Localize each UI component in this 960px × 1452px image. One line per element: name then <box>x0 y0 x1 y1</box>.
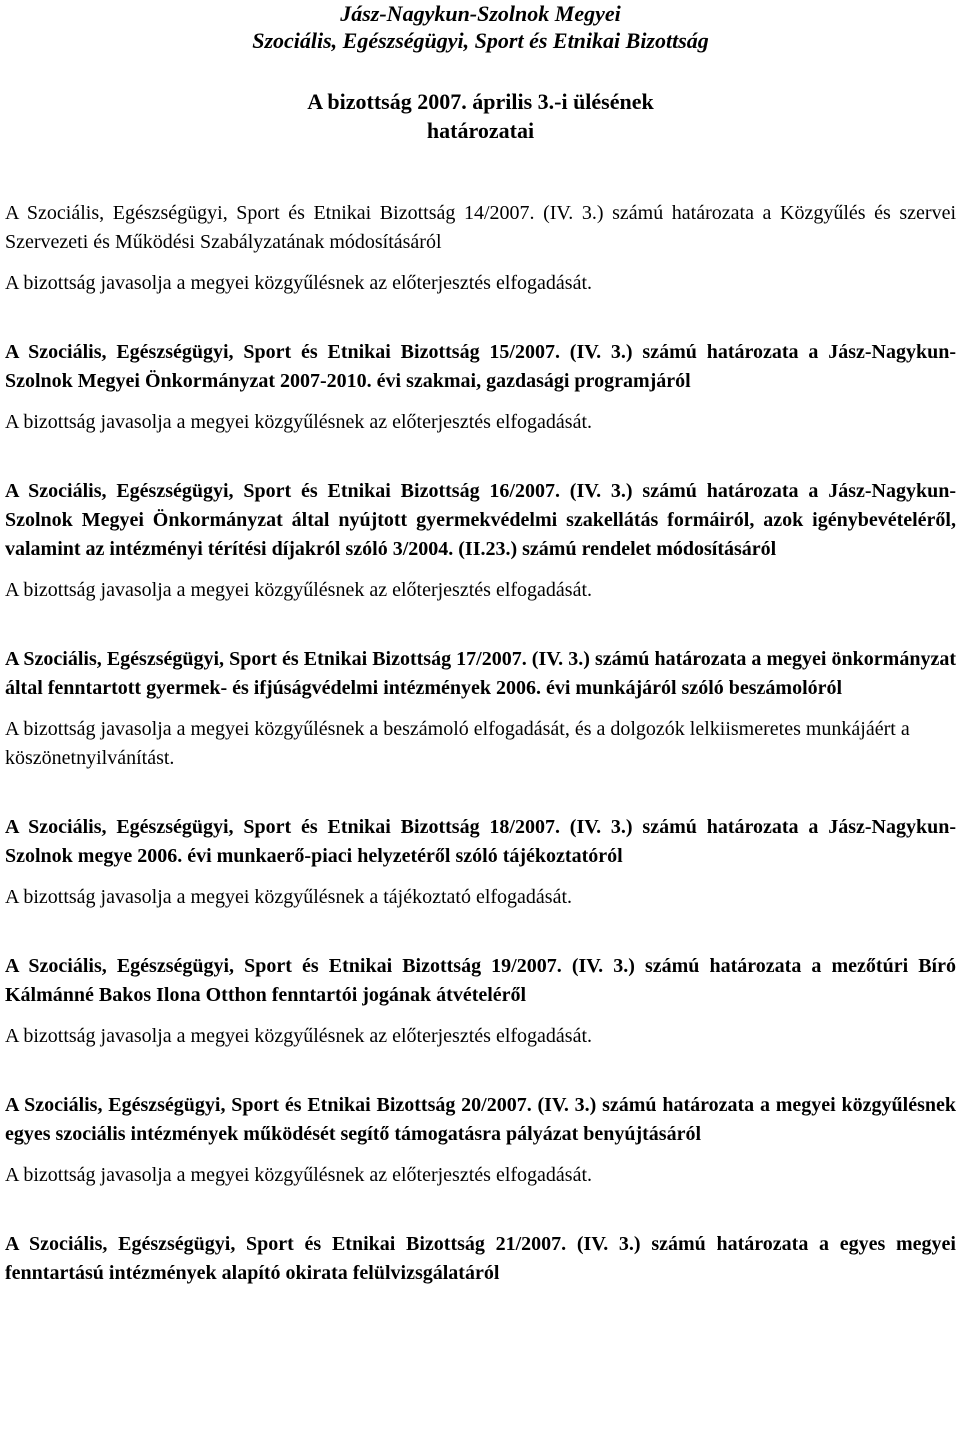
resolution-14 <box>5 199 956 298</box>
resolution-16 <box>5 477 956 605</box>
resolution-title: A Szociális, Egészségügyi, Sport és Etnikai Bizottság 18/2007. (IV. 3.) számú határozata a Jász-Nagykun-Szolnok megye 2006. évi munkaerő-piaci helyzetéről szóló tájékoztatóról <box>5 816 956 867</box>
resolution-18 <box>5 813 956 912</box>
resolution-19 <box>5 952 956 1051</box>
resolution-title: A Szociális, Egészségügyi, Sport és Etnikai Bizottság 20/2007. (IV. 3.) számú határozata a megyei közgyűlésnek egyes szociális intézmények működését segítő támogatásra pályázat benyújtásáról <box>5 1094 956 1145</box>
document-header <box>5 0 956 54</box>
resolution-decision: A bizottság javasolja a megyei közgyűlésnek az előterjesztés elfogadását. <box>5 579 593 601</box>
header-county: Jász-Nagykun-Szolnok Megyei <box>340 1 621 26</box>
resolution-decision: A bizottság javasolja a megyei közgyűlésnek a beszámoló elfogadását, és a dolgozók lelkiismeretes munkájáért a köszönetnyilvánítást. <box>5 718 910 769</box>
resolution-title: A Szociális, Egészségügyi, Sport és Etnikai Bizottság 17/2007. (IV. 3.) számú határozata a megyei önkormányzat által fenntartott gyermek- és ifjúságvédelmi intézmények 2006. évi munkájáról szóló beszámolóról <box>5 648 956 699</box>
resolution-decision: A bizottság javasolja a megyei közgyűlésnek a tájékoztató elfogadását. <box>5 886 573 908</box>
header-committee: Szociális, Egészségügyi, Sport és Etnikai Bizottság <box>252 28 709 53</box>
resolution-title: A Szociális, Egészségügyi, Sport és Etnikai Bizottság 16/2007. (IV. 3.) számú határozata a Jász-Nagykun-Szolnok Megyei Önkormányzat által nyújtott gyermekvédelmi szakellátás formáiról, azok igénybevételéről, valamint az intézményi térítési díjakról szóló 3/2004. (II.23.) számú rendelet módosításáról <box>5 480 956 560</box>
resolution-decision: A bizottság javasolja a megyei közgyűlésnek az előterjesztés elfogadását. <box>5 411 593 433</box>
resolution-decision: A bizottság javasolja a megyei közgyűlésnek az előterjesztés elfogadását. <box>5 272 593 294</box>
meeting-title-line1: A bizottság 2007. április 3.-i ülésének <box>307 89 654 114</box>
resolution-title: A Szociális, Egészségügyi, Sport és Etnikai Bizottság 19/2007. (IV. 3.) számú határozata a mezőtúri Bíró Kálmánné Bakos Ilona Otthon fenntartói jogának átvételéről <box>5 955 956 1006</box>
resolution-21 <box>5 1230 956 1288</box>
resolution-title: A Szociális, Egészségügyi, Sport és Etnikai Bizottság 15/2007. (IV. 3.) számú határozata a Jász-Nagykun-Szolnok Megyei Önkormányzat 2007-2010. évi szakmai, gazdasági programjáról <box>5 341 956 392</box>
resolution-decision: A bizottság javasolja a megyei közgyűlésnek az előterjesztés elfogadását. <box>5 1164 593 1186</box>
resolution-title: A Szociális, Egészségügyi, Sport és Etnikai Bizottság 14/2007. (IV. 3.) számú határozata a Közgyűlés és szervei Szervezeti és Működési Szabályzatának módosításáról <box>5 202 956 253</box>
resolution-title: A Szociális, Egészségügyi, Sport és Etnikai Bizottság 21/2007. (IV. 3.) számú határozata a egyes megyei fenntartású intézmények alapító okirata felülvizsgálatáról <box>5 1233 956 1284</box>
resolution-decision: A bizottság javasolja a megyei közgyűlésnek az előterjesztés elfogadását. <box>5 1025 593 1047</box>
resolution-15 <box>5 338 956 437</box>
meeting-title-line2: határozatai <box>426 118 535 143</box>
resolution-20 <box>5 1091 956 1190</box>
resolution-17 <box>5 645 956 773</box>
meeting-title <box>5 87 956 145</box>
